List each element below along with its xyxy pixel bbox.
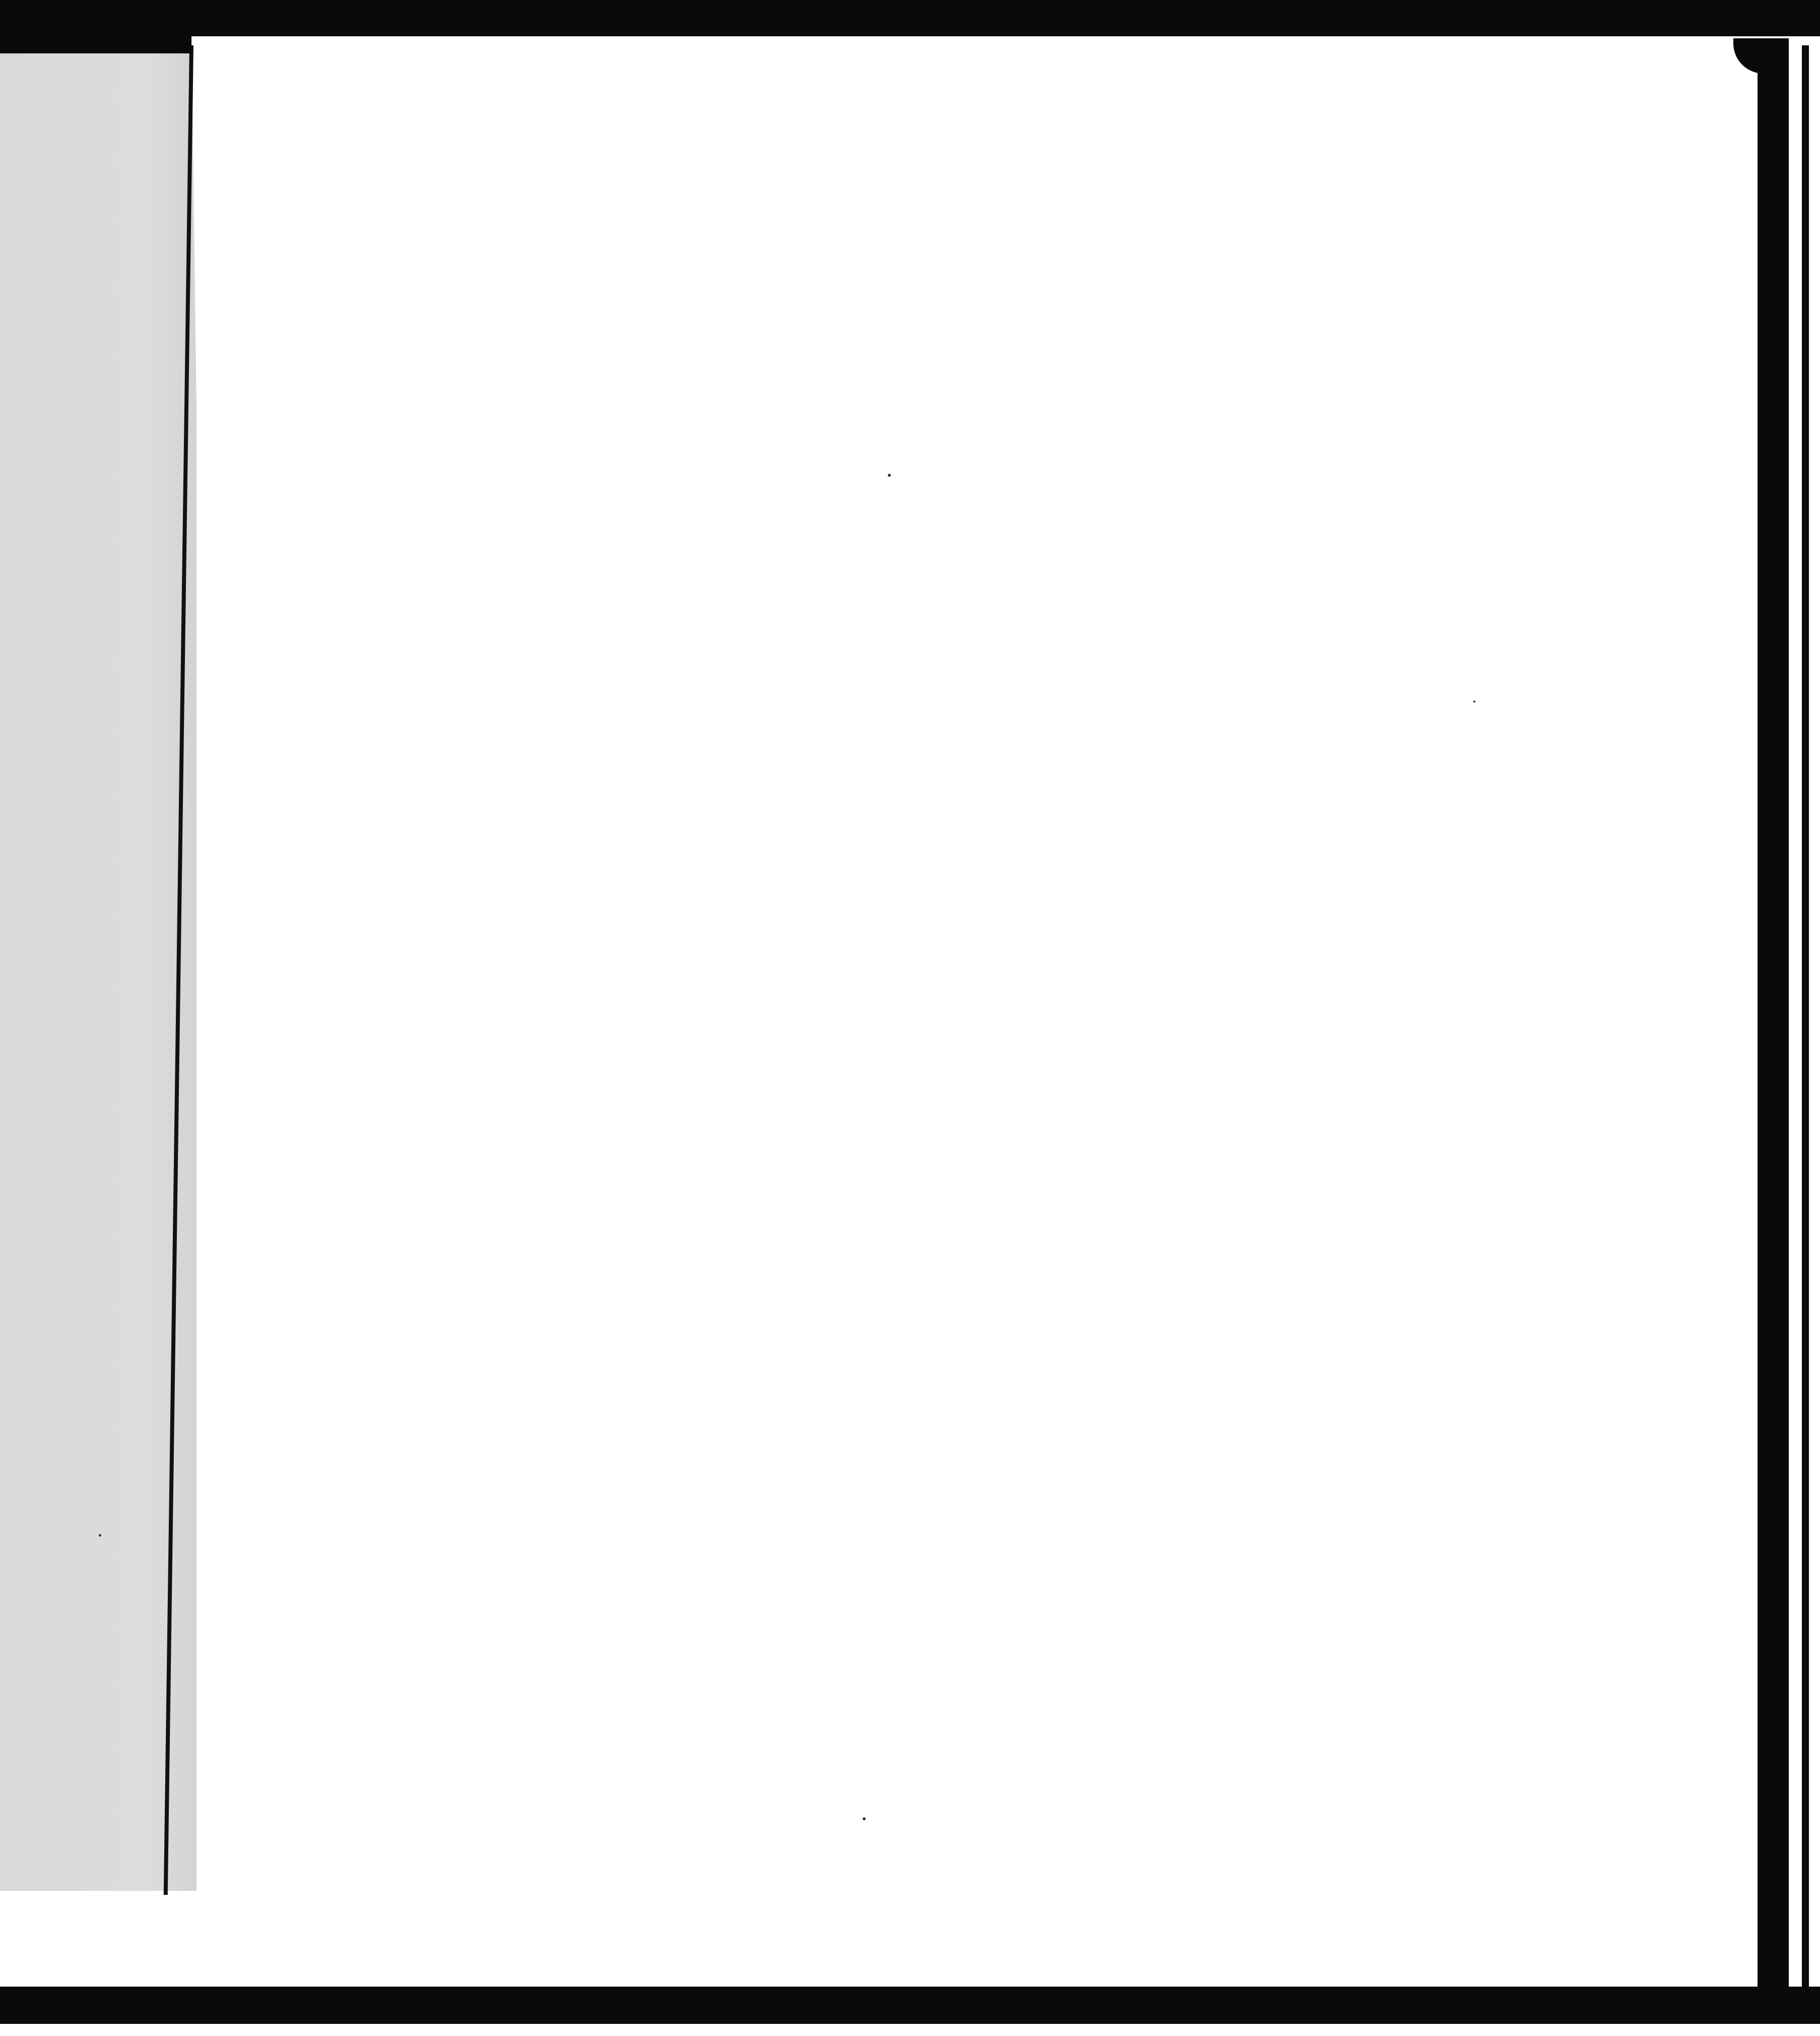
blank-page bbox=[197, 40, 1759, 1986]
scan-frame-right bbox=[1758, 45, 1789, 1991]
scan-frame-bottom bbox=[0, 1987, 1820, 2024]
dust-speck bbox=[99, 1534, 101, 1537]
facing-page-text bbox=[0, 0, 101, 2036]
scan-frame-right-outer bbox=[1802, 45, 1809, 1991]
dust-speck bbox=[888, 474, 891, 477]
scan-frame-top bbox=[0, 0, 1820, 36]
dust-speck bbox=[1473, 701, 1475, 703]
dust-speck bbox=[863, 1817, 866, 1820]
scan-frame-top-notch bbox=[0, 30, 191, 53]
